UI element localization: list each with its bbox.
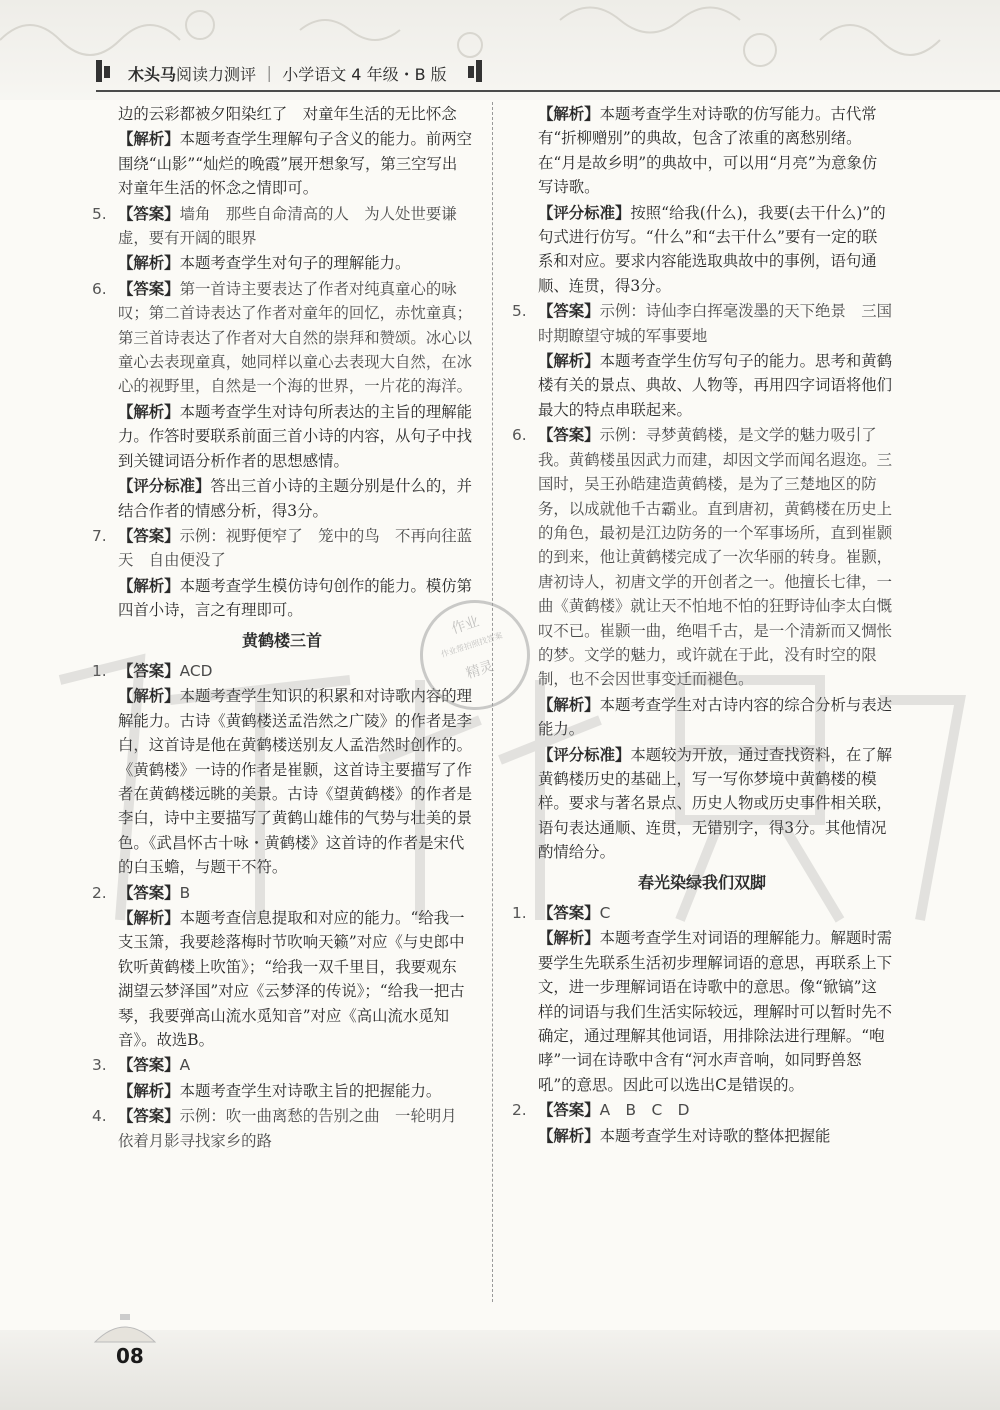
explanation-block xyxy=(92,684,472,879)
answer-item xyxy=(512,423,892,691)
label-tag: 【答案】 xyxy=(118,526,180,545)
explanation-block xyxy=(92,251,472,275)
explanation-block xyxy=(512,102,892,200)
page-header xyxy=(0,0,1000,100)
question-number: 2. xyxy=(512,1101,527,1120)
body-text: C xyxy=(599,904,611,922)
series-name: 阅读力测评 xyxy=(176,65,257,84)
body-text: 本题考查学生模仿诗句创作的能力。模仿第四首小诗，言之有理即可。 xyxy=(118,576,473,620)
explanation-block xyxy=(512,1124,892,1148)
brand-name: 木头马 xyxy=(128,65,177,84)
section-title: 春光染绿我们双脚 xyxy=(637,872,766,892)
label-tag: 【解析】 xyxy=(538,695,600,714)
body-text: 本题考查学生理解句子含义的能力。前两空围绕“山影”“灿烂的晚霞”展开想象写，第三空写出对童年生活的怀念之情即可。 xyxy=(118,130,473,198)
body-text: 第一首诗主要表达了作者对纯真童心的咏叹；第二首诗表达了作者对童年的回忆，赤忱童真；第三首诗表达了作者对大自然的崇拜和赞颂。冰心以童心去表现童真，她同样以童心去表现大自然，在冰心的视野里，自然是一个海的世界，一片花的海洋。 xyxy=(118,279,472,396)
body-text: B xyxy=(179,883,191,902)
label-tag: 【评分标准】 xyxy=(118,477,211,496)
question-number: 7. xyxy=(92,526,107,545)
explanation-block xyxy=(512,349,892,422)
body-text: 本题考查学生对诗歌的整体把握能 xyxy=(599,1126,831,1145)
label-tag: 【答案】 xyxy=(538,302,600,321)
body-text: 按照“给我(什么)，我要(去干什么)”的句式进行仿写。“什么”和“去干什么”要有一定的联系和对应。要求内容能选取典故中的事例，语句通顺、连贯，得3分。 xyxy=(538,203,886,295)
label-tag: 【答案】 xyxy=(118,661,180,680)
body-text: 本题考查学生对诗歌主旨的把握能力。 xyxy=(179,1081,442,1100)
answer-item xyxy=(92,1053,472,1077)
body-text: 本题考查学生对古诗内容的综合分析与表达能力。 xyxy=(538,695,893,739)
explanation-block xyxy=(92,906,472,1052)
body-text: 答出三首小诗的主题分别是什么的，并结合作者的情感分析，得3分。 xyxy=(118,477,473,520)
body-text: 示例：寻梦黄鹤楼，是文学的魅力吸引了我。黄鹤楼虽因武力而建，却因文学而闻名遐迩。三国时，吴王孙皓建造黄鹤楼，是为了三楚地区的防务，以成就他千古霸业。直到唐初，黄鹤楼在历史上的角色，最初是江边防务的一个军事场所，直到崔颢的到来，他让黄鹤楼完成了一次华丽的转身。崔颢，唐初诗人，初唐文学的开创者之一。他擅长七律，一曲《黄鹤楼》就让天不怕地不怕的狂野诗仙李太白慨叹不已。崔颢一曲，绝唱千古，是一个清新而又惆怅的梦。文学的魅力，或许就在于此，没有时空的限制，也不会因世事变迁而褪色。 xyxy=(538,426,892,689)
header-ornament-right-icon xyxy=(466,56,484,86)
label-tag: 【答案】 xyxy=(118,204,180,223)
question-number: 5. xyxy=(512,302,527,321)
explanation-block xyxy=(92,400,472,473)
body-text: 墙角 那些自命清高的人 为人处世要谦虚，要有开阔的眼界 xyxy=(118,204,457,248)
answer-item xyxy=(512,901,892,925)
question-number: 6. xyxy=(92,279,107,298)
body-text: A B C D xyxy=(599,1101,690,1120)
answer-item xyxy=(92,524,472,573)
label-tag: 【评分标准】 xyxy=(538,203,631,222)
label-tag: 【解析】 xyxy=(118,130,180,149)
question-number: 1. xyxy=(92,661,107,680)
body-text: 本题考查学生对词语的理解能力。解题时需要学生先联系生活初步理解词语的意思，再联系上下文，进一步理解词语在诗歌中的意思。像“锨镐”这样的词语与我们生活实际较远，理解时可以暂时先不确定，通过理解其他词语，用排除法进行理解。“咆哮”一词在诗歌中含有“河水声音响，如同野兽怒吼”的意思。因此可以选出C是错误的。 xyxy=(538,929,893,1094)
answer-item xyxy=(512,1098,892,1122)
body-text: 本题较为开放，通过查找资料，在了解黄鹤楼历史的基础上，写一写你梦境中黄鹤楼的模样。要求与著名景点、历史人物或历史事件相关联，语句表达通顺、连贯，无错别字，得3分。其他情况酌情给分。 xyxy=(538,745,893,862)
answer-item xyxy=(92,277,472,399)
question-number: 5. xyxy=(92,204,107,223)
body-text: 本题考查学生对句子的理解能力。 xyxy=(179,254,411,273)
explanation-block xyxy=(512,693,892,742)
label-tag: 【解析】 xyxy=(118,687,180,706)
label-tag: 【答案】 xyxy=(118,279,180,298)
label-tag: 【解析】 xyxy=(118,254,180,273)
label-tag: 【解析】 xyxy=(538,929,600,948)
label-tag: 【解析】 xyxy=(118,576,180,595)
body-text: 本题考查学生知识的积累和对诗歌内容的理解能力。古诗《黄鹤楼送孟浩然之广陵》的作者是李白，这首诗是他在黄鹤楼送别友人孟浩然时创作的。《黄鹤楼》一诗的作者是崔颢，这首诗主要描写了作者在黄鹤楼远眺的美景。古诗《望黄鹤楼》的作者是李白，诗中主要描写了黄鹤山雄伟的气势与壮美的景色。《武昌怀古十咏・黄鹤楼》这首诗的作者是宋代的白玉蟾，与题干不符。 xyxy=(118,687,473,877)
explanation-block xyxy=(512,201,892,299)
right-column xyxy=(512,102,892,1149)
stamp-text-1: 作业 xyxy=(449,613,482,638)
label-tag: 【答案】 xyxy=(538,426,600,445)
continued-text: 边的云彩都被夕阳染红了 对童年生活的无比怀念 xyxy=(118,105,457,123)
label-tag: 【解析】 xyxy=(538,1126,600,1145)
label-tag: 【解析】 xyxy=(118,909,180,927)
stamp-text-2: 作业帮拍照找答案 xyxy=(439,630,504,660)
explanation-block xyxy=(92,574,472,623)
explanation-block xyxy=(512,743,892,865)
header-ornament-left-icon xyxy=(94,56,112,86)
question-number: 6. xyxy=(512,426,527,445)
question-number: 4. xyxy=(92,1107,107,1126)
question-number: 1. xyxy=(512,904,527,922)
explanation-block xyxy=(92,127,472,200)
body-text: 示例：诗仙李白挥毫泼墨的天下绝景 三国时期瞭望守城的军事要地 xyxy=(538,302,893,345)
label-tag: 【答案】 xyxy=(118,883,180,902)
explanation-block xyxy=(92,1079,472,1103)
label-tag: 【答案】 xyxy=(538,904,600,922)
stamp-text-3: 精灵 xyxy=(464,658,496,683)
answer-item xyxy=(512,299,892,348)
page-number: 08 xyxy=(116,1344,144,1368)
book-subtitle: 小学语文 4 年级・B 版 xyxy=(282,65,447,84)
question-number: 3. xyxy=(92,1056,107,1075)
answer-item xyxy=(92,202,472,251)
body-text: 示例：吹一曲离愁的告别之曲 一轮明月 依着月影寻找家乡的路 xyxy=(118,1107,473,1150)
body-text: 本题考查学生仿写句子的能力。思考和黄鹤楼有关的景点、典故、人物等，再用四字词语将他们最大的特点串联起来。 xyxy=(538,352,893,419)
answer-item xyxy=(92,881,472,905)
answer-item xyxy=(92,1104,472,1153)
body-text: 本题考查学生对诗句所表达的主旨的理解能力。作答时要联系前面三首小诗的内容，从句子中找到关键词语分析作者的思想感情。 xyxy=(118,402,473,470)
label-tag: 【答案】 xyxy=(538,1101,600,1120)
left-column xyxy=(92,102,472,1154)
section-title: 黄鹤楼三首 xyxy=(241,630,322,650)
header-title: 木头马阅读力测评 ｜ 小学语文 4 年级・B 版 xyxy=(128,65,447,84)
label-tag: 【答案】 xyxy=(118,1107,180,1126)
answer-item xyxy=(92,659,472,683)
label-tag: 【解析】 xyxy=(118,1081,180,1100)
label-tag: 【解析】 xyxy=(538,352,600,371)
question-number: 2. xyxy=(92,883,107,902)
label-tag: 【解析】 xyxy=(538,105,600,123)
label-tag: 【评分标准】 xyxy=(538,745,631,764)
body-text: 本题考查学生对诗歌的仿写能力。古代常有“折柳赠别”的典故，包含了浓重的离愁别绪。在“月是故乡明”的典故中，可以用“月亮”为意象仿写诗歌。 xyxy=(538,105,878,197)
label-tag: 【答案】 xyxy=(118,1056,180,1075)
explanation-block xyxy=(92,474,472,523)
explanation-block xyxy=(512,926,892,1097)
body-text: A xyxy=(179,1056,191,1075)
body-text: 示例：视野便窄了 笼中的鸟 不再向往蓝天 自由便没了 xyxy=(118,526,473,570)
body-text: 本题考查信息提取和对应的能力。“给我一支玉箫，我要趁落梅时节吹响天籁”对应《与史郎中钦听黄鹤楼上吹笛》；“给我一双千里目，我要观东湖望云梦泽国”对应《云梦泽的传说》；“给我一把古琴，我要弹高山流水觅知音”对应《高山流水觅知音》。故选B。 xyxy=(118,909,465,1050)
body-text: ACD xyxy=(179,661,213,680)
label-tag: 【解析】 xyxy=(118,402,180,421)
